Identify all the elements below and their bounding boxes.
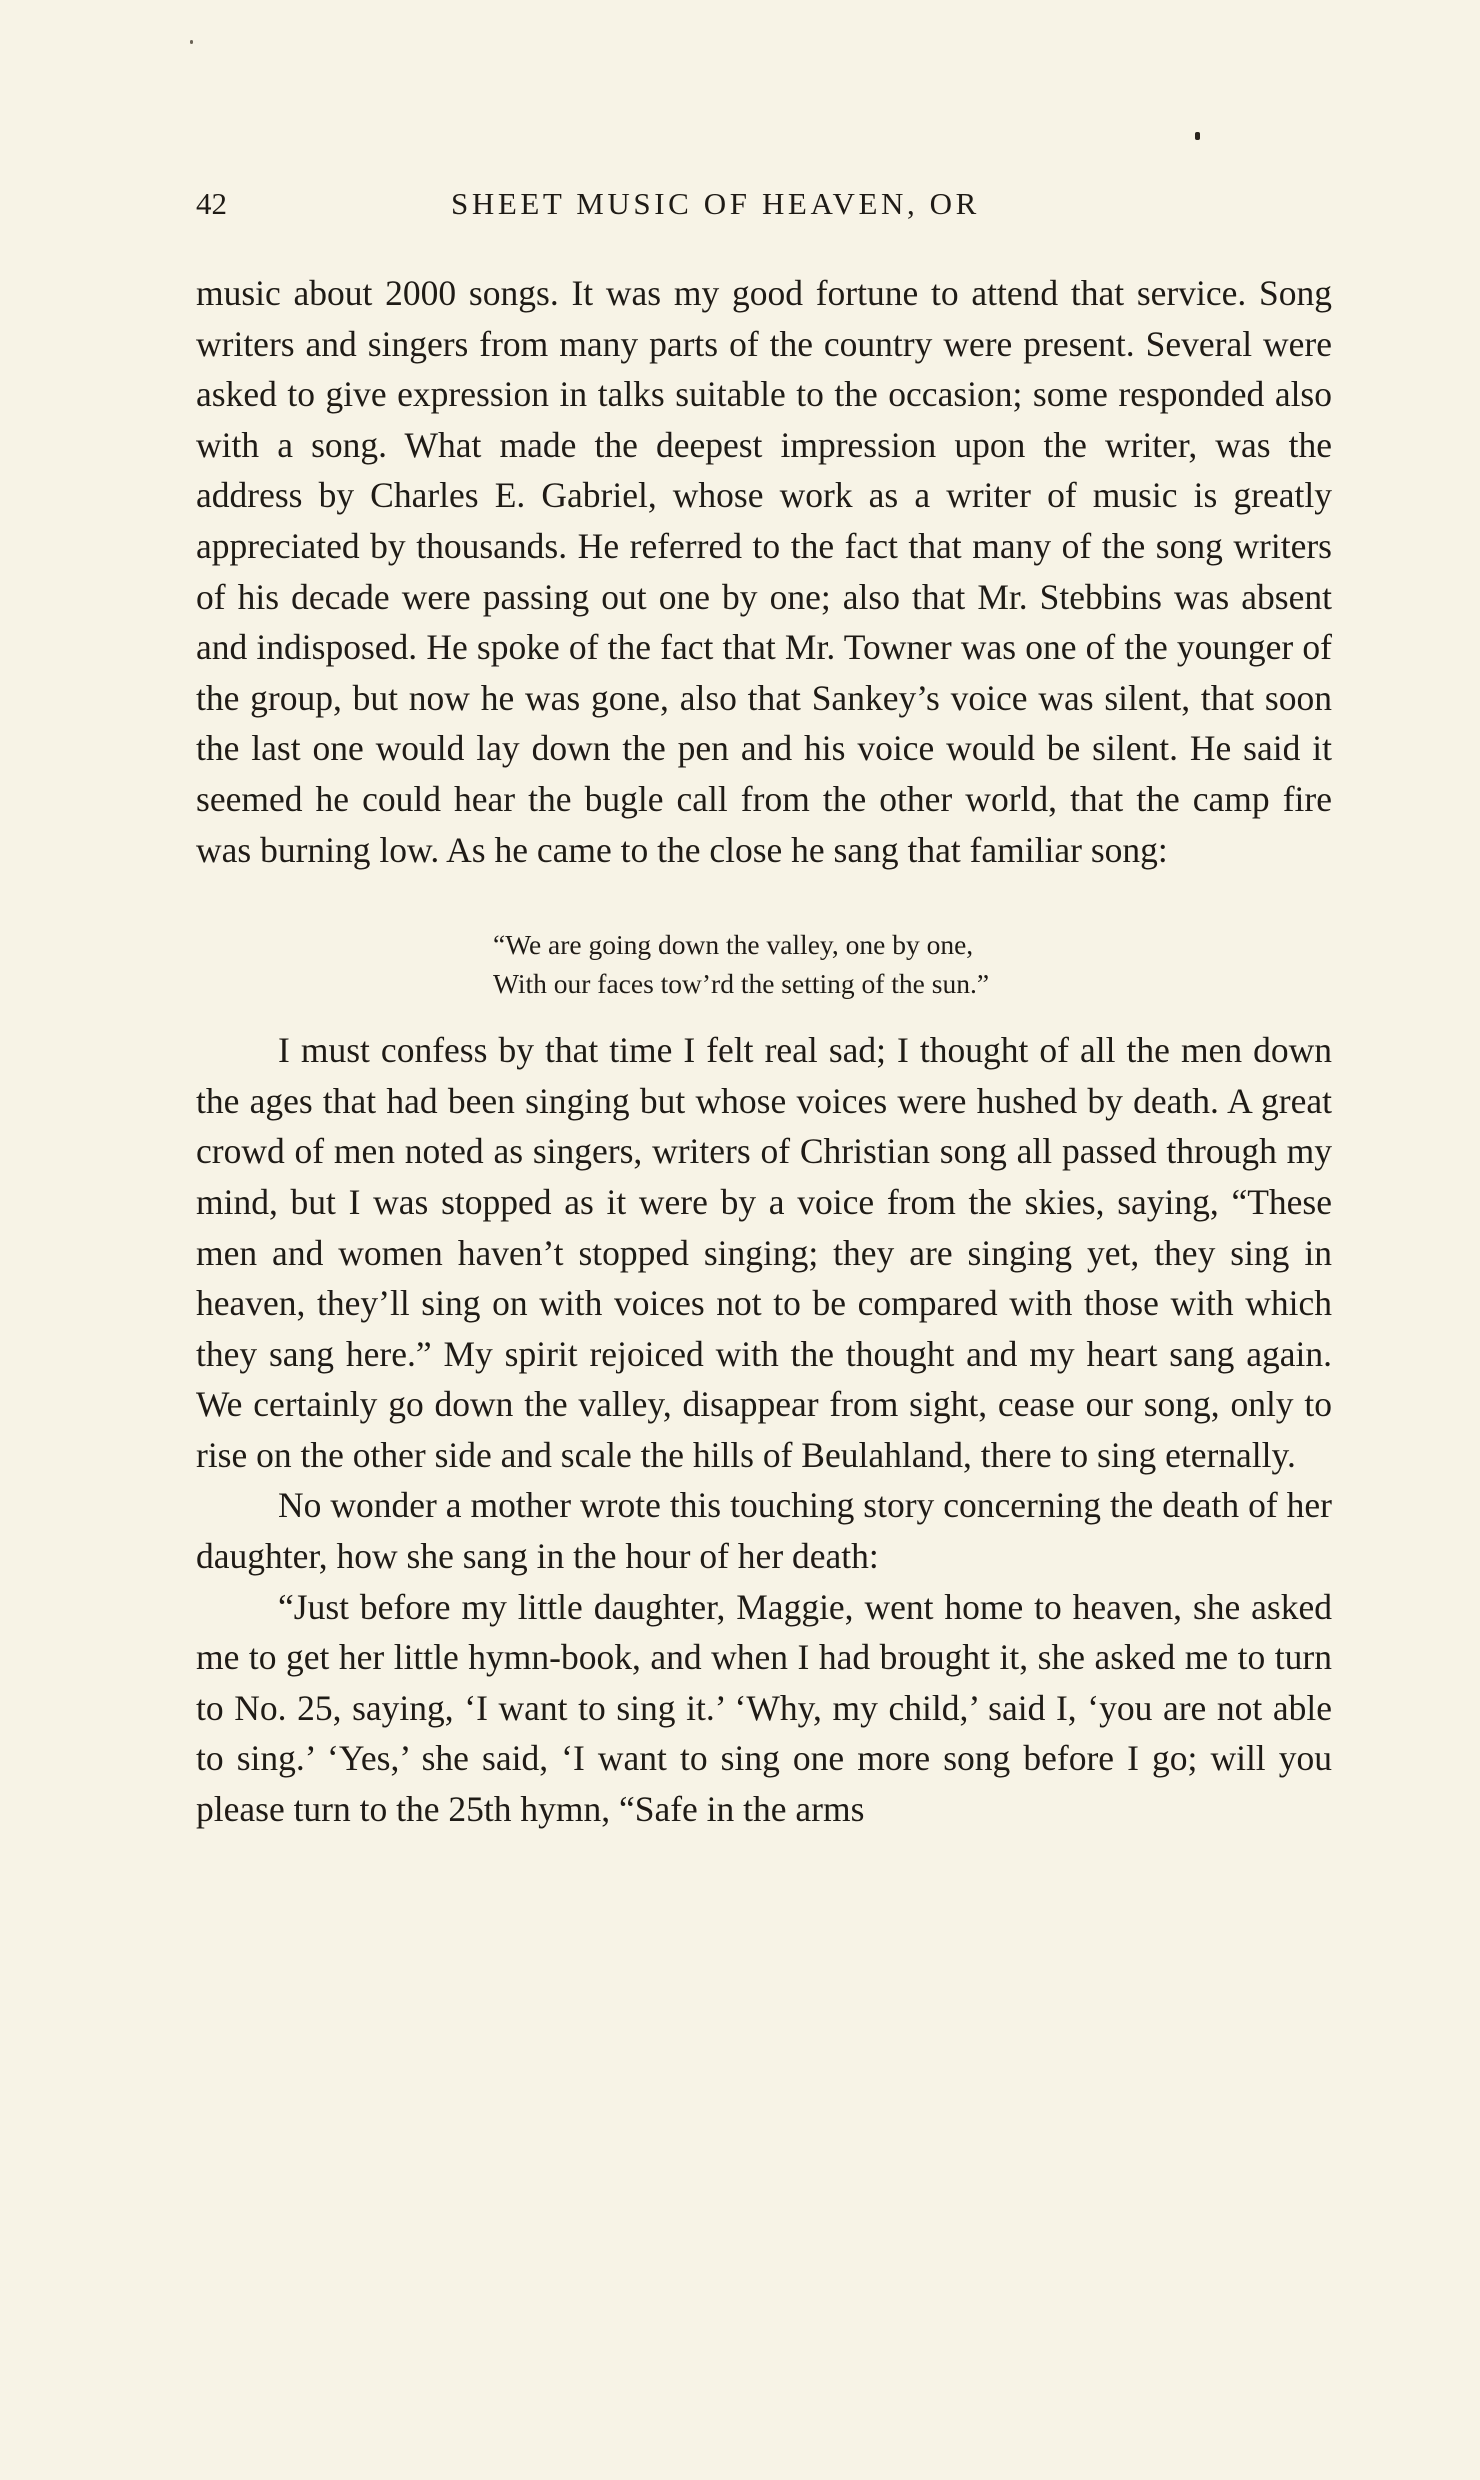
print-mark <box>1195 132 1200 140</box>
running-title: SHEET MUSIC OF HEAVEN, OR <box>451 186 980 221</box>
page-header <box>196 186 1332 230</box>
body-text <box>196 268 1332 1835</box>
page-number: 42 <box>196 186 227 221</box>
quote-line-2: With our faces tow’rd the setting of the sun.” <box>493 968 990 1000</box>
quote-line-1: “We are going down the valley, one by one, <box>493 929 974 961</box>
paragraph-3: No wonder a mother wrote this touching story concerning the death of her daughter, how she sang in the hour of her death: <box>196 1485 1332 1577</box>
page-speck <box>190 40 193 44</box>
song-quote <box>493 925 1332 1003</box>
paragraph-1: music about 2000 songs. It was my good fortune to attend that service. Song writers and singers from many parts of the country were present. Several were asked to give expression in talks suitable to the occasion; some responded also with a song. What made the deepest impression upon the writer, was the address by Charles E. Gabriel, whose work as a writer of music is greatly appreciated by thousands. He referred to the fact that many of the song writers of his decade were passing out one by one; also that Mr. Stebbins was absent and indisposed. He spoke of the fact that Mr. Towner was one of the younger of the group, but now he was gone, also that Sankey’s voice was silent, that soon the last one would lay down the pen and his voice would be silent. He said it seemed he could hear the bugle call from the other world, that the camp fire was burning low. As he came to the close he sang that familiar song: <box>196 273 1332 870</box>
paragraph-2: I must confess by that time I felt real sad; I thought of all the men down the ages that had been singing but whose voices were hushed by death. A great crowd of men noted as singers, writers of Christian song all passed through my mind, but I was stopped as it were by a voice from the skies, saying, “These men and women haven’t stopped singing; they are singing yet, they sing in heaven, they’ll sing on with voices not to be compared with those with which they sang here.” My spirit rejoiced with the thought and my heart sang again. We certainly go down the valley, disappear from sight, cease our song, only to rise on the other side and scale the hills of Beulahland, there to sing eternally. <box>196 1030 1332 1475</box>
paragraph-4: “Just before my little daughter, Maggie, went home to heaven, she asked me to get her little hymn-book, and when I had brought it, she asked me to turn to No. 25, saying, ‘I want to sing it.’ ‘Why, my child,’ said I, ‘you are not able to sing.’ ‘Yes,’ she said, ‘I want to sing one more song before I go; will you please turn to the 25th hymn, “Safe in the arms <box>196 1586 1332 1830</box>
